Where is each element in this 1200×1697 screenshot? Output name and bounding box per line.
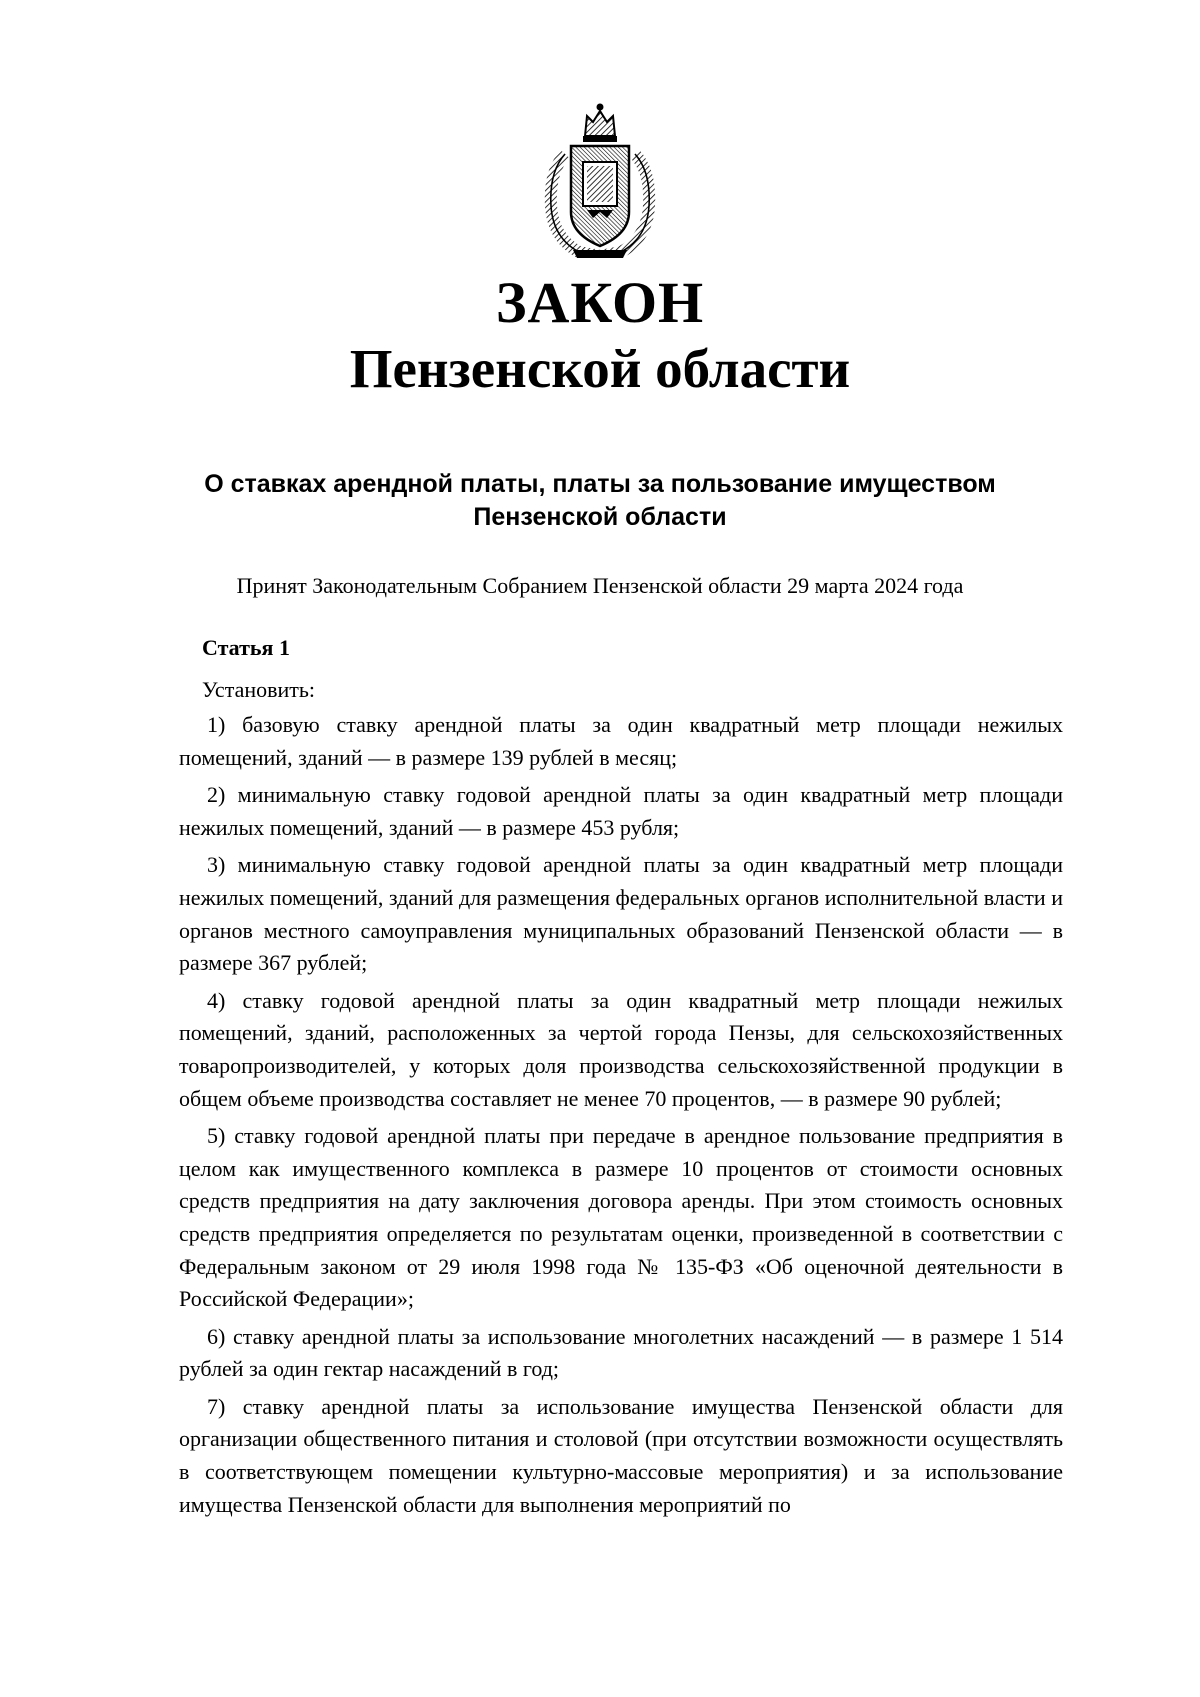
article-items-list (179, 709, 1063, 1526)
law-subject-line-2: Пензенской области (473, 503, 727, 531)
list-item: 5) ставку годовой арендной платы при передаче в арендное пользование предприятия в целом как имущественного комплекса в размере 10 процентов от стоимости основных средств предприятия на дату заключения договора аренды. При этом стоимость основных средств предприятия определяется по результатам оценки, произведенной в соответствии с Федеральным законом от 29 июля 1998 года № 135-ФЗ «Об оценочной деятельности в Российской Федерации»; (179, 1123, 1063, 1312)
list-item: 6) ставку арендной платы за использование многолетних насаждений — в размере 1 514 рублей за один гектар насаждений в год; (179, 1323, 1063, 1382)
article-heading: Статья 1 (202, 635, 290, 660)
list-item: 2) минимальную ставку годовой арендной платы за один квадратный метр площади нежилых помещений, зданий — в размере 453 рубля; (179, 782, 1063, 840)
list-item: 1) базовую ставку арендной платы за один квадратный метр площади нежилых помещений, зданий — в размере 139 рублей в месяц; (179, 712, 1063, 770)
article-intro: Установить: (202, 677, 316, 702)
list-item: 7) ставку арендной платы за использование имущества Пензенской области для организации общественного питания и столовой (при отсутствии возможности осуществлять в соответствующем помещении культурно-массовые мероприятия) и за использование имущества Пензенской области для выполнения мероприятий по (179, 1393, 1063, 1517)
list-item: 4) ставку годовой арендной платы за один квадратный метр площади нежилых помещений, зданий, расположенных за чертой города Пензы, для сельскохозяйственных товаропроизводителей, у которых доля производства сельскохозяйственной продукции в общем объеме производства составляет не менее 70 процентов, — в размере 90 рублей; (179, 987, 1063, 1111)
document-region-title: Пензенской области (349, 338, 851, 399)
adoption-note: Принят Законодательным Собранием Пензенской области 29 марта 2024 года (236, 573, 964, 598)
law-subject-line-1: О ставках арендной платы, платы за пользование имуществом (204, 470, 996, 498)
document-type-title: ЗАКОН (495, 270, 705, 335)
law-subject-heading (130, 468, 1070, 534)
coat-of-arms-icon (543, 102, 657, 258)
list-item: 3) минимальную ставку годовой арендной платы за один квадратный метр площади нежилых помещений, зданий для размещения федеральных органов исполнительной власти и органов местного самоуправления муниципальных образований Пензенской области — в размере 367 рублей; (179, 852, 1063, 976)
